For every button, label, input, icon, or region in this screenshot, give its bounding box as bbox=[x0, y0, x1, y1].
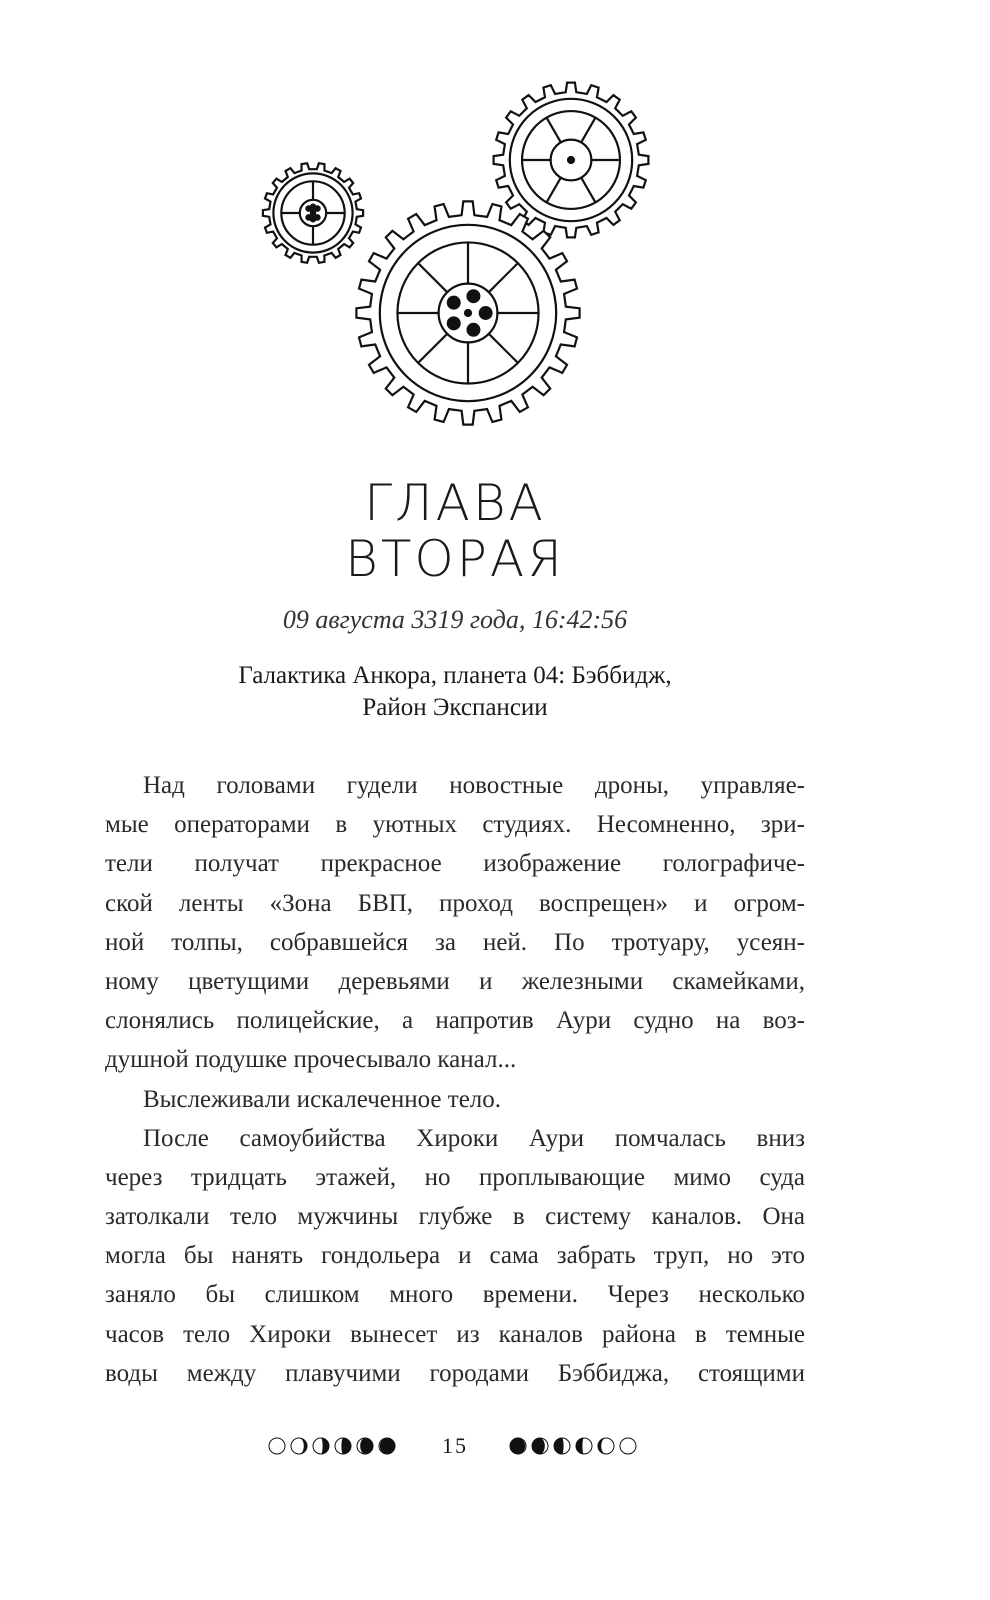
text-line: затолкали тело мужчины глубже в систему каналов. Она bbox=[105, 1203, 805, 1231]
gears-illustration-icon bbox=[0, 0, 990, 460]
text-line: Над головами гудели новостные дроны, управляе- bbox=[143, 772, 805, 799]
text-line: тели получат прекрасное изображение голографиче- bbox=[105, 850, 805, 878]
body-text bbox=[105, 766, 805, 1393]
page-number: 15 bbox=[442, 1433, 468, 1458]
moon-phases-left-icon bbox=[267, 1434, 402, 1458]
paragraph bbox=[105, 1080, 805, 1119]
text-line: слонялись полицейские, а напротив Аури судно на воз- bbox=[105, 1007, 805, 1035]
chapter-title-line1: ГЛАВА bbox=[364, 474, 546, 532]
paragraph bbox=[105, 766, 805, 1080]
gear-top-right-icon bbox=[494, 83, 649, 238]
text-line: заняло бы слишком много времени. Через несколько bbox=[105, 1281, 805, 1309]
chapter-title-line2: ВТОРАЯ bbox=[345, 530, 565, 588]
text-line: мые операторами в уютных студиях. Несомненно, зри- bbox=[105, 811, 805, 839]
text-line: После самоубийства Хироки Аури помчалась вниз bbox=[143, 1124, 805, 1152]
chapter-title bbox=[0, 475, 910, 587]
text-line: часов тело Хироки вынесет из каналов района в темные bbox=[105, 1320, 805, 1348]
text-line: душной подушке прочесывало канал... bbox=[105, 1046, 517, 1074]
gear-large-center-icon bbox=[356, 201, 579, 424]
page-footer bbox=[0, 1433, 910, 1459]
location-line2: Район Экспансии bbox=[362, 694, 548, 721]
moon-phases-right-icon bbox=[508, 1434, 643, 1458]
text-line: ному цветущими деревьями и железными скамейками, bbox=[105, 967, 805, 995]
chapter-date: 09 августа 3319 года, 16:42:56 bbox=[282, 605, 628, 634]
text-line: ной толпы, собравшейся за ней. По тротуару, усеян- bbox=[105, 928, 805, 956]
text-line: воды между плавучими городами Бэббиджа, стоящими bbox=[105, 1359, 805, 1387]
text-line: могла бы нанять гондольера и сама забрать труп, но это bbox=[105, 1242, 805, 1270]
text-line: Выслеживали искалеченное тело. bbox=[143, 1085, 502, 1113]
text-line: ской ленты «Зона БВП, проход воспрещен» и огром- bbox=[105, 889, 805, 917]
paragraph bbox=[105, 1119, 805, 1393]
location-line1: Галактика Анкора, планета 04: Бэббидж, bbox=[238, 662, 672, 689]
text-line: через тридцать этажей, но проплывающие мимо суда bbox=[105, 1163, 805, 1191]
gear-small-left-icon bbox=[263, 163, 363, 263]
chapter-location bbox=[0, 660, 910, 724]
